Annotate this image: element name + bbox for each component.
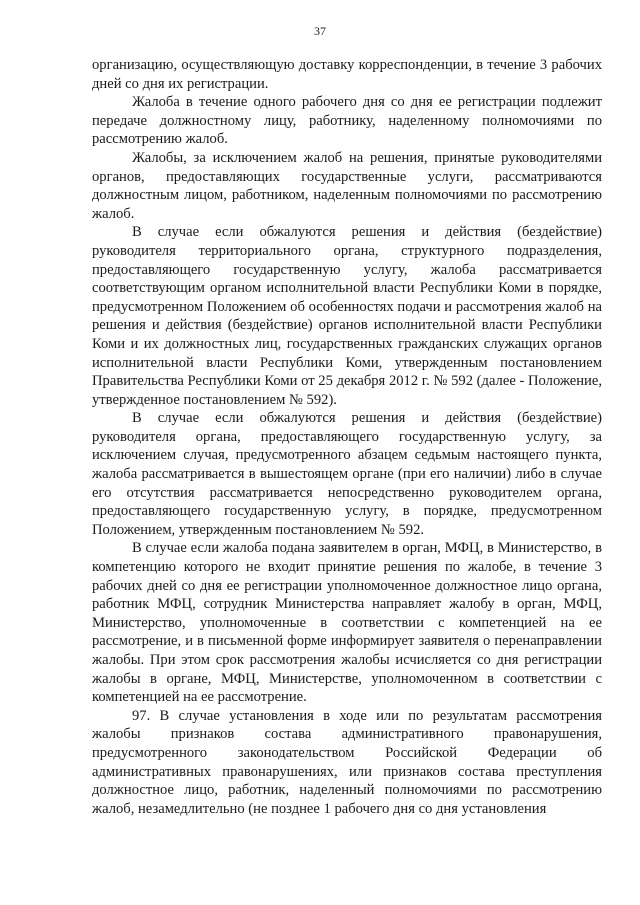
paragraph: В случае если жалоба подана заявителем в орган, МФЦ, в Министерство, в компетенцию которого не входит принятие решения по жалобе, в течение 3 рабочих дней со дня ее регистрации уполномоченное должностное лицо органа, работник МФЦ, сотрудник Министерства направляет жалобу в орган, МФЦ, Министерство, уполномоченные в соответствии с компетенцией на ее рассмотрение, и в письменной форме информирует заявителя о перенаправлении жалобы. При этом срок рассмотрения жалобы исчисляется со дня регистрации жалобы в органе, МФЦ, Министерстве, уполномоченном в соответствии с компетенцией на ее рассмотрение. (92, 540, 602, 706)
document-body (92, 56, 602, 818)
paragraph: Жалоба в течение одного рабочего дня со дня ее регистрации подлежит передаче должностному лицу, работнику, наделенному полномочиями по рассмотрению жалоб. (92, 94, 602, 148)
page-number: 37 (314, 24, 326, 38)
paragraph: В случае если обжалуются решения и действия (бездействие) руководителя территориального органа, структурного подразделения, предоставляющего государственную услугу, жалоба рассматривается соответствующим органом исполнительной власти Республики Коми в порядке, предусмотренном Положением об особенностях подачи и рассмотрения жалоб на решения и действия (бездействие) органов исполнительной власти Республики Коми и их должностных лиц, государственных гражданских служащих органов исполнительной власти Республики Коми, утвержденным постановлением Правительства Республики Коми от 25 декабря 2012 г. № 592 (далее - Положение, утвержденное постановлением № 592). (92, 224, 602, 408)
paragraph: В случае если обжалуются решения и действия (бездействие) руководителя органа, предоставляющего государственную услугу, за исключением случая, предусмотренного абзацем седьмым настоящего пункта, жалоба рассматривается в вышестоящем органе (при его наличии) либо в случае его отсутствия рассматривается непосредственно руководителем органа, предоставляющего государственную услугу, в порядке, предусмотренном Положением, утвержденным постановлением № 592. (92, 410, 602, 538)
paragraph: Жалобы, за исключением жалоб на решения, принятые руководителями органов, предоставляющих государственные услуги, рассматриваются должностным лицом, работником, наделенным полномочиями по рассмотрению жалоб. (92, 149, 602, 222)
paragraph-item-97: 97. В случае установления в ходе или по результатам рассмотрения жалобы признаков состава административного правонарушения, предусмотренного законодательством Российской Федерации об административных правонарушениях, или признаков состава преступления должностное лицо, работник, наделенный полномочиями по рассмотрению жалоб, незамедлительно (не позднее 1 рабочего дня со дня установления (92, 707, 602, 817)
paragraph-continuation: организацию, осуществляющую доставку корреспонденции, в течение 3 рабочих дней со дня их регистрации. (92, 57, 602, 92)
